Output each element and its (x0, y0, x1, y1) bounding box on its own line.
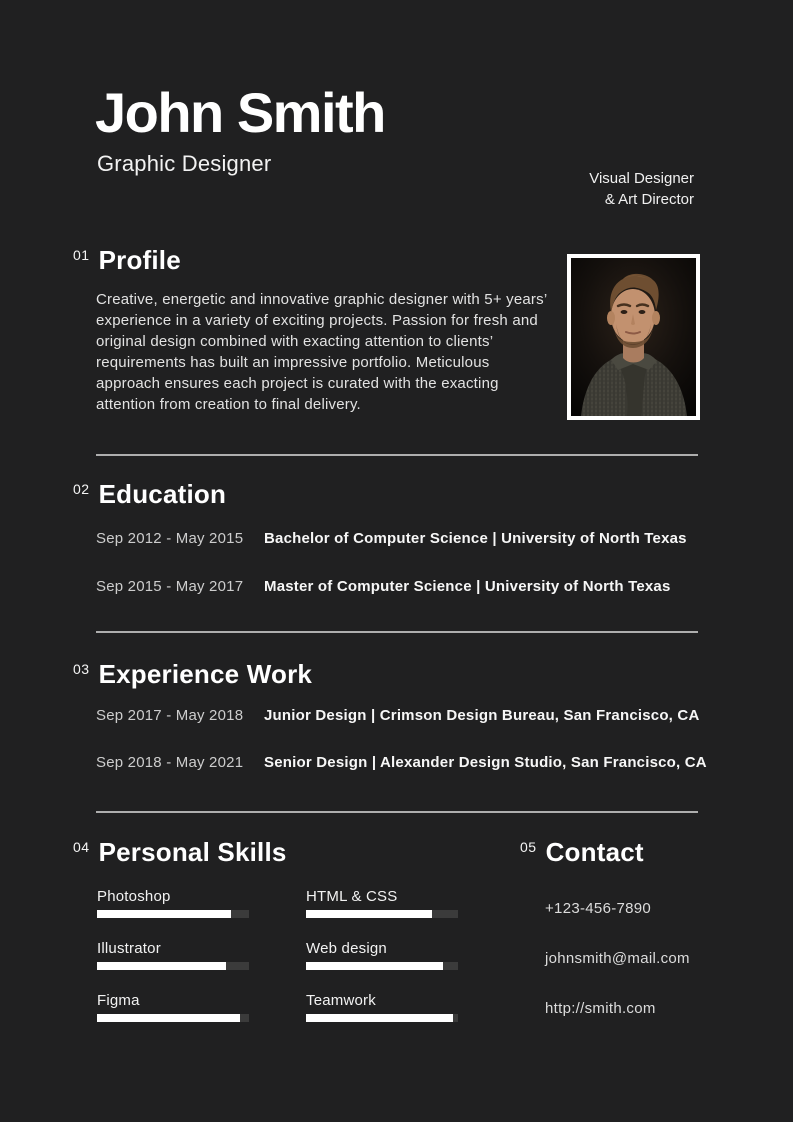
skill-label: HTML & CSS (306, 888, 398, 905)
skill-bar-fill (97, 1014, 240, 1022)
section-title-skills: Personal Skills (98, 837, 287, 867)
section-number: 02 (73, 481, 90, 497)
separator-line (96, 631, 698, 633)
section-number: 03 (73, 661, 90, 677)
skill-bar-fill (306, 910, 432, 918)
skills-grid (97, 888, 458, 1022)
section-profile-header (73, 246, 181, 274)
skill-item (306, 992, 458, 1022)
skill-item (97, 888, 249, 918)
profile-summary: Creative, energetic and innovative graphic designer with 5+ years’ experience in a variety of exciting projects. Passion for fresh and original design combined with exacting attention to clients’ requirements has built an impressive portfolio. Meticulous approach ensures each project is curated with the exacting attention from creation to final delivery. (96, 291, 547, 413)
education-item (96, 530, 687, 547)
education-dates: Sep 2015 - May 2017 (96, 578, 244, 595)
skill-item (306, 888, 458, 918)
skill-label: Figma (97, 992, 140, 1009)
separator-line (96, 454, 698, 456)
profile-photo (567, 254, 700, 420)
skill-label: Photoshop (97, 888, 171, 905)
contact-website: http://smith.com (545, 1000, 656, 1017)
tagline (589, 168, 694, 210)
skill-bar (306, 1014, 458, 1022)
education-item (96, 578, 670, 595)
skill-bar (97, 962, 249, 970)
skill-bar-fill (97, 910, 231, 918)
section-number: 01 (73, 247, 90, 263)
experience-item (96, 754, 707, 771)
skill-item (97, 992, 249, 1022)
experience-detail: Junior Design | Crimson Design Bureau, San Francisco, CA (264, 707, 700, 724)
section-number: 04 (73, 839, 90, 855)
experience-dates: Sep 2017 - May 2018 (96, 707, 244, 724)
section-title-contact: Contact (545, 837, 644, 867)
skill-bar (306, 910, 458, 918)
separator-line (96, 811, 698, 813)
experience-detail: Senior Design | Alexander Design Studio, San Francisco, CA (264, 754, 707, 771)
skill-item (306, 940, 458, 970)
contact-email: johnsmith@mail.com (545, 950, 690, 967)
portrait-illustration (571, 258, 696, 416)
section-contact-header (520, 838, 644, 866)
skill-bar-fill (306, 1014, 453, 1022)
section-education-header (73, 480, 226, 508)
section-number: 05 (520, 839, 537, 855)
education-detail: Bachelor of Computer Science | University of North Texas (264, 530, 687, 547)
person-name: John Smith (95, 81, 385, 144)
skill-bar (97, 1014, 249, 1022)
section-title-experience: Experience Work (98, 659, 313, 689)
education-dates: Sep 2012 - May 2015 (96, 530, 244, 547)
person-job-title: Graphic Designer (97, 151, 272, 176)
contact-phone: +123-456-7890 (545, 900, 652, 917)
education-detail: Master of Computer Science | University of North Texas (264, 578, 671, 595)
section-experience-header (73, 660, 312, 688)
skill-item (97, 940, 249, 970)
section-title-education: Education (98, 479, 227, 509)
tagline-line-1: Visual Designer (589, 170, 694, 187)
skill-label: Illustrator (97, 940, 161, 957)
section-skills-header (73, 838, 287, 866)
skill-bar (97, 910, 249, 918)
skill-label: Teamwork (306, 992, 376, 1009)
skill-label: Web design (306, 940, 387, 957)
skill-bar-fill (306, 962, 443, 970)
skill-bar-fill (97, 962, 226, 970)
tagline-line-2: & Art Director (604, 191, 694, 208)
experience-item (96, 707, 700, 724)
section-title-profile: Profile (98, 245, 181, 275)
skill-bar (306, 962, 458, 970)
experience-dates: Sep 2018 - May 2021 (96, 754, 244, 771)
